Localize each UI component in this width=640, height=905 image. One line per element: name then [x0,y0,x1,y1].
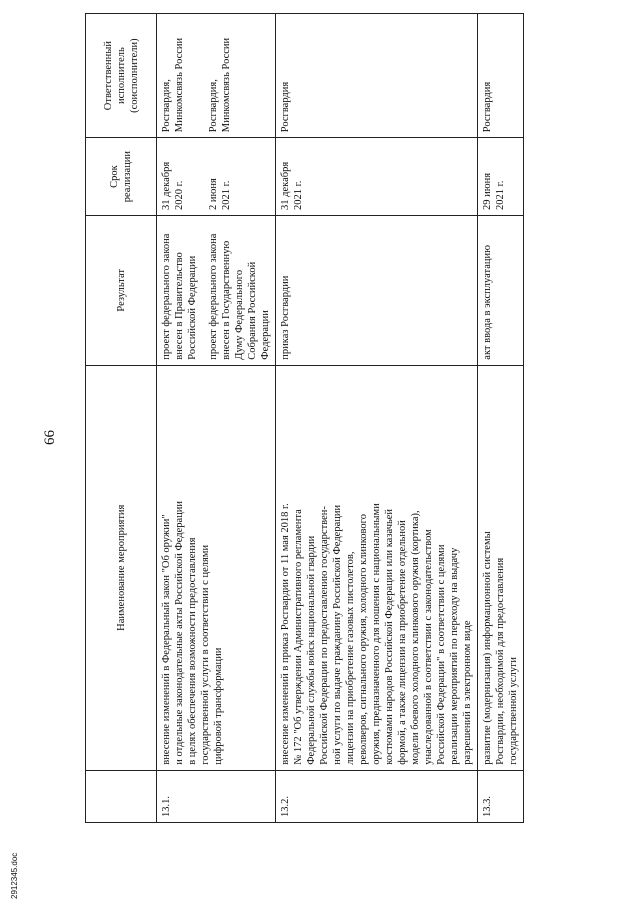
table-row [478,14,524,823]
header-term: Срок реализации [86,138,157,216]
row-num: 13.2. [276,770,478,822]
row-term: 29 июня 2021 г. [478,138,524,216]
header-name: Наименование мероприятия [86,365,157,770]
row-exec: Росгвардия [478,14,524,138]
table-row [276,14,478,823]
row-exec: Росгвардия, Минкомсвязь России [208,37,232,133]
row-exec: Росгвардия, Минкомсвязь России [161,37,185,133]
row-term: 31 декабря 2020 г. [161,161,185,210]
row-name: внесение изменений в приказ Росгвардии от 11 мая 2018 г. № 172 "Об утверждении Административного регламента Федеральной службы войск национальной гвардии Российской Федерации по предоставлению государствен- ной услуги по выдаче гражданину Российской Федерации лицензии на приобретение газовых пистолетов, револверов, сигнального оружия, холодного клинкового оружия, предназначенного для ношения с национальными костюмами народов Российской Федерации или казачьей формой, а также лицензии на приобретение отдельной модели боевого холодного клинкового оружия (кортика), унаследованной в соответствии с законодательством Российской Федерации" в соответствии с целями реализации мероприятий по переходу на выдачу разрешений в электронном виде [276,365,478,770]
table-header-row [86,14,157,823]
measures-table [85,13,524,823]
row-term: 2 июня 2021 г. [208,178,232,210]
page-number: 66 [42,430,58,445]
table-row [157,14,276,823]
row-result: проект федерального закона внесен в Правительство Российской Федерации [161,233,198,360]
header-result: Результат [86,215,157,365]
row-result: приказ Росгвардии [276,215,478,365]
row-name: внесение изменений в Федеральный закон "Об оружии" и отдельные законодательные акты Российской Федерации в целях обеспечения возможности предоставления государственной услуги в соответствии с целями цифровой трансформации [157,365,276,770]
footer-code: 2912345.doc [10,852,19,899]
row-result: акт ввода в эксплуатацию [478,215,524,365]
row-num: 13.3. [478,770,524,822]
row-num: 13.1. [157,770,276,822]
row-result: проект федерального закона внесен в Государственную Думу Федерального Собрания Российской Федерации [208,233,271,360]
row-term: 31 декабря 2021 г. [276,138,478,216]
header-num [86,770,157,822]
header-exec: Ответственный исполнитель (соисполнители) [86,14,157,138]
row-name: развитие (модернизация) информационной системы Росгвардии, необходимой для предоставления государственной услуги [478,365,524,770]
row-exec: Росгвардия [276,14,478,138]
